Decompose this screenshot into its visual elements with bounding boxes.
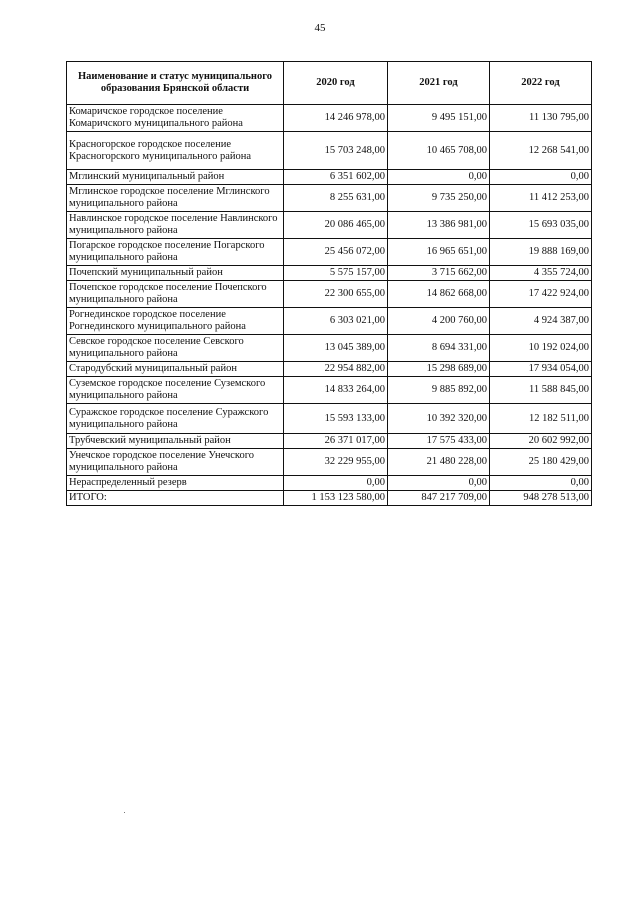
value-2020-cell: 8 255 631,00 [284, 185, 388, 212]
value-2022-cell: 10 192 024,00 [490, 335, 592, 362]
municipality-cell: Суземское городское поселение Суземского муниципального района [67, 377, 284, 404]
table-row [67, 377, 592, 404]
value-2021-cell: 8 694 331,00 [388, 335, 490, 362]
value-2021-cell: 10 465 708,00 [388, 132, 490, 170]
value-2020-cell: 0,00 [284, 476, 388, 491]
value-2021-cell: 17 575 433,00 [388, 434, 490, 449]
header-2020: 2020 год [284, 62, 388, 105]
value-2020-cell: 14 833 264,00 [284, 377, 388, 404]
value-2020-cell: 5 575 157,00 [284, 266, 388, 281]
table-body [67, 105, 592, 506]
value-2020-cell: 6 303 021,00 [284, 308, 388, 335]
value-2020-cell: 22 954 882,00 [284, 362, 388, 377]
value-2020-cell: 25 456 072,00 [284, 239, 388, 266]
municipality-cell: Суражское городское поселение Суражского муниципального района [67, 404, 284, 434]
table-row [67, 185, 592, 212]
value-2022-cell: 11 588 845,00 [490, 377, 592, 404]
value-2020-cell: 14 246 978,00 [284, 105, 388, 132]
value-2022-cell: 4 355 724,00 [490, 266, 592, 281]
value-2020-cell: 1 153 123 580,00 [284, 491, 388, 506]
value-2021-cell: 16 965 651,00 [388, 239, 490, 266]
table-row [67, 105, 592, 132]
value-2020-cell: 13 045 389,00 [284, 335, 388, 362]
value-2020-cell: 15 593 133,00 [284, 404, 388, 434]
municipality-cell: Севское городское поселение Севского муниципального района [67, 335, 284, 362]
budget-table [66, 61, 592, 506]
table-row [67, 308, 592, 335]
municipality-cell: Мглинский муниципальный район [67, 170, 284, 185]
stray-dot [124, 812, 125, 813]
value-2021-cell: 15 298 689,00 [388, 362, 490, 377]
value-2021-cell: 3 715 662,00 [388, 266, 490, 281]
value-2021-cell: 0,00 [388, 476, 490, 491]
value-2022-cell: 11 130 795,00 [490, 105, 592, 132]
table-row [67, 449, 592, 476]
municipality-cell: Рогнединское городское поселение Рогнединского муниципального района [67, 308, 284, 335]
municipality-cell: Комаричское городское поселение Комаричского муниципального района [67, 105, 284, 132]
table-row [67, 404, 592, 434]
table-row [67, 362, 592, 377]
total-row [67, 491, 592, 506]
value-2022-cell: 20 602 992,00 [490, 434, 592, 449]
value-2020-cell: 15 703 248,00 [284, 132, 388, 170]
municipality-cell: Почепское городское поселение Почепского муниципального района [67, 281, 284, 308]
municipality-cell: Унечское городское поселение Унечского муниципального района [67, 449, 284, 476]
municipality-cell: Погарское городское поселение Погарского муниципального района [67, 239, 284, 266]
page-number: 45 [314, 22, 326, 34]
municipality-cell: Нераспределенный резерв [67, 476, 284, 491]
value-2021-cell: 4 200 760,00 [388, 308, 490, 335]
table-row [67, 170, 592, 185]
value-2022-cell: 11 412 253,00 [490, 185, 592, 212]
value-2020-cell: 22 300 655,00 [284, 281, 388, 308]
header-municipality: Наименование и статус муниципального образования Брянской области [67, 62, 284, 105]
table-row [67, 476, 592, 491]
header-2022: 2022 год [490, 62, 592, 105]
value-2021-cell: 847 217 709,00 [388, 491, 490, 506]
value-2022-cell: 948 278 513,00 [490, 491, 592, 506]
table-row [67, 266, 592, 281]
municipality-cell: Красногорское городское поселение Красногорского муниципального района [67, 132, 284, 170]
value-2021-cell: 21 480 228,00 [388, 449, 490, 476]
table-row [67, 239, 592, 266]
municipality-cell: Почепский муниципальный район [67, 266, 284, 281]
value-2020-cell: 6 351 602,00 [284, 170, 388, 185]
value-2020-cell: 32 229 955,00 [284, 449, 388, 476]
value-2022-cell: 4 924 387,00 [490, 308, 592, 335]
value-2022-cell: 17 934 054,00 [490, 362, 592, 377]
value-2022-cell: 0,00 [490, 170, 592, 185]
table-header-row [67, 62, 592, 105]
value-2022-cell: 19 888 169,00 [490, 239, 592, 266]
table-row [67, 335, 592, 362]
value-2020-cell: 26 371 017,00 [284, 434, 388, 449]
value-2022-cell: 0,00 [490, 476, 592, 491]
header-2021: 2021 год [388, 62, 490, 105]
value-2022-cell: 17 422 924,00 [490, 281, 592, 308]
table-row [67, 212, 592, 239]
table-row [67, 132, 592, 170]
value-2022-cell: 15 693 035,00 [490, 212, 592, 239]
value-2022-cell: 12 182 511,00 [490, 404, 592, 434]
value-2021-cell: 9 885 892,00 [388, 377, 490, 404]
value-2022-cell: 12 268 541,00 [490, 132, 592, 170]
municipality-cell: Мглинское городское поселение Мглинского муниципального района [67, 185, 284, 212]
municipality-cell: ИТОГО: [67, 491, 284, 506]
value-2021-cell: 9 735 250,00 [388, 185, 490, 212]
value-2021-cell: 0,00 [388, 170, 490, 185]
value-2021-cell: 10 392 320,00 [388, 404, 490, 434]
municipality-cell: Трубчевский муниципальный район [67, 434, 284, 449]
municipality-cell: Стародубский муниципальный район [67, 362, 284, 377]
table-row [67, 434, 592, 449]
value-2020-cell: 20 086 465,00 [284, 212, 388, 239]
table-row [67, 281, 592, 308]
value-2021-cell: 14 862 668,00 [388, 281, 490, 308]
municipality-cell: Навлинское городское поселение Навлинского муниципального района [67, 212, 284, 239]
value-2021-cell: 9 495 151,00 [388, 105, 490, 132]
value-2021-cell: 13 386 981,00 [388, 212, 490, 239]
value-2022-cell: 25 180 429,00 [490, 449, 592, 476]
